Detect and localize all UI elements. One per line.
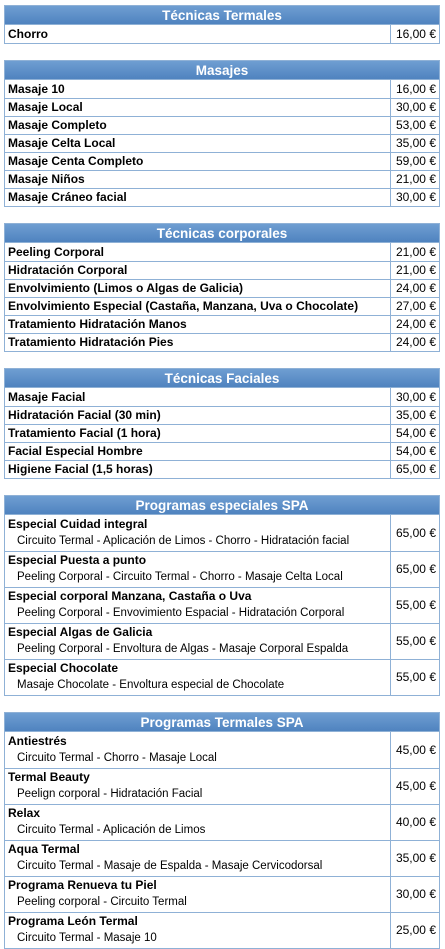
item-description: Peeling corporal - Circuito Termal xyxy=(17,896,187,908)
item-price: 16,00 € xyxy=(390,25,439,43)
item-cell xyxy=(5,768,390,804)
item-price: 30,00 € xyxy=(390,188,439,206)
table-row xyxy=(5,424,439,442)
price-table xyxy=(5,243,439,351)
table-row xyxy=(5,315,439,333)
item-price: 30,00 € xyxy=(390,388,439,406)
item-name: Higiene Facial (1,5 horas) xyxy=(5,460,390,478)
item-name: Especial corporal Manzana, Castaña o Uva xyxy=(8,589,252,603)
table-row xyxy=(5,80,439,98)
item-price: 21,00 € xyxy=(390,243,439,261)
section-masajes xyxy=(4,60,440,207)
item-price: 30,00 € xyxy=(390,876,439,912)
item-price: 45,00 € xyxy=(390,732,439,768)
table-row xyxy=(5,840,439,876)
table-row xyxy=(5,406,439,424)
table-row xyxy=(5,659,439,695)
item-name: Especial Algas de Galicia xyxy=(8,625,153,639)
table-row xyxy=(5,876,439,912)
item-description: Circuito Termal - Masaje de Espalda - Masaje Cervicodorsal xyxy=(17,860,323,872)
price-table xyxy=(5,80,439,206)
item-price: 35,00 € xyxy=(390,406,439,424)
item-price: 65,00 € xyxy=(390,551,439,587)
item-name: Especial Puesta a punto xyxy=(8,553,147,567)
item-description: Peeling Corporal - Circuito Termal - Chorro - Masaje Celta Local xyxy=(17,571,343,583)
table-row xyxy=(5,768,439,804)
section-programas-especiales-spa xyxy=(4,495,440,696)
item-name: Chorro xyxy=(8,27,48,41)
item-name: Masaje Completo xyxy=(5,116,390,134)
item-price: 65,00 € xyxy=(390,460,439,478)
item-name: Envolvimiento Especial (Castaña, Manzana, Uva o Chocolate) xyxy=(5,297,390,315)
section-title: Técnicas Faciales xyxy=(5,369,439,388)
item-cell xyxy=(5,587,390,623)
item-price: 53,00 € xyxy=(390,116,439,134)
table-row xyxy=(5,333,439,351)
table-row xyxy=(5,623,439,659)
table-row xyxy=(5,732,439,768)
item-name: Facial Especial Hombre xyxy=(5,442,390,460)
item-description: Peeling Corporal - Envoltura de Algas - Masaje Corporal Espalda xyxy=(17,643,349,655)
item-price: 24,00 € xyxy=(390,279,439,297)
section-title: Programas Termales SPA xyxy=(5,713,439,732)
item-cell xyxy=(5,659,390,695)
table-row xyxy=(5,912,439,948)
item-name: Masaje Niños xyxy=(5,170,390,188)
item-name: Masaje Cráneo facial xyxy=(5,188,390,206)
table-row xyxy=(5,261,439,279)
table-row xyxy=(5,587,439,623)
item-name: Hidratación Corporal xyxy=(5,261,390,279)
item-price: 55,00 € xyxy=(390,587,439,623)
item-cell xyxy=(5,912,390,948)
table-row xyxy=(5,170,439,188)
item-price: 30,00 € xyxy=(390,98,439,116)
item-name: Peeling Corporal xyxy=(8,244,105,259)
item-description: Circuito Termal - Aplicación de Limos xyxy=(17,824,206,836)
table-row xyxy=(5,152,439,170)
section-title: Técnicas corporales xyxy=(5,224,439,243)
item-description: Peeling Corporal - Envovimiento Espacial - Hidratación Corporal xyxy=(17,607,345,619)
table-row xyxy=(5,515,439,551)
item-name: Antiestrés xyxy=(8,733,67,748)
item-name: Masaje Celta Local xyxy=(5,134,390,152)
item-name: Tratamiento Hidratación Manos xyxy=(5,315,390,333)
item-price: 16,00 € xyxy=(390,80,439,98)
item-description: Circuito Termal - Masaje 10 xyxy=(17,932,157,945)
table-row xyxy=(5,98,439,116)
item-price: 24,00 € xyxy=(390,315,439,333)
item-name: Especial Chocolate xyxy=(8,661,119,676)
item-name: Masaje Facial xyxy=(8,389,86,404)
item-name: Envolvimiento (Limos o Algas de Galicia) xyxy=(5,279,390,297)
item-description: Masaje Chocolate - Envoltura especial de Chocolate xyxy=(17,679,285,692)
item-price: 25,00 € xyxy=(390,912,439,948)
table-row xyxy=(5,551,439,587)
item-price: 35,00 € xyxy=(390,134,439,152)
section-title: Programas especiales SPA xyxy=(5,496,439,515)
item-name: Especial Cuidad integral xyxy=(8,516,148,531)
item-cell xyxy=(5,515,390,551)
section-tecnicas-termales xyxy=(4,5,440,44)
item-price: 54,00 € xyxy=(390,424,439,442)
item-cell xyxy=(5,551,390,587)
item-cell xyxy=(5,876,390,912)
item-name: Masaje 10 xyxy=(8,81,65,96)
item-cell xyxy=(5,804,390,840)
item-cell xyxy=(5,840,390,876)
table-row xyxy=(5,804,439,840)
item-price: 21,00 € xyxy=(390,170,439,188)
item-name: Masaje Centa Completo xyxy=(5,152,390,170)
table-row xyxy=(5,243,439,261)
section-tecnicas-faciales xyxy=(4,368,440,479)
table-row xyxy=(5,25,439,43)
item-cell xyxy=(5,732,390,768)
item-name: Programa Renueva tu Piel xyxy=(8,878,157,892)
table-row xyxy=(5,188,439,206)
table-row xyxy=(5,297,439,315)
item-name: Masaje Local xyxy=(5,98,390,116)
item-name: Termal Beauty xyxy=(8,770,90,784)
price-table xyxy=(5,515,439,695)
section-tecnicas-corporales xyxy=(4,223,440,352)
item-price: 27,00 € xyxy=(390,297,439,315)
item-price: 65,00 € xyxy=(390,515,439,551)
item-price: 40,00 € xyxy=(390,804,439,840)
item-price: 55,00 € xyxy=(390,623,439,659)
item-price: 59,00 € xyxy=(390,152,439,170)
item-price: 55,00 € xyxy=(390,659,439,695)
item-description: Circuito Termal - Aplicación de Limos - Chorro - Hidratación facial xyxy=(17,534,350,547)
item-name: Hidratación Facial (30 min) xyxy=(5,406,390,424)
item-name: Tratamiento Hidratación Pies xyxy=(5,333,390,351)
item-price: 35,00 € xyxy=(390,840,439,876)
item-price: 45,00 € xyxy=(390,768,439,804)
item-name: Aqua Termal xyxy=(8,842,80,856)
section-title: Masajes xyxy=(5,61,439,80)
item-price: 54,00 € xyxy=(390,442,439,460)
table-row xyxy=(5,134,439,152)
item-price: 24,00 € xyxy=(390,333,439,351)
table-row xyxy=(5,116,439,134)
item-price: 21,00 € xyxy=(390,261,439,279)
section-title: Técnicas Termales xyxy=(5,6,439,25)
table-row xyxy=(5,279,439,297)
item-cell xyxy=(5,623,390,659)
item-description: Peelign corporal - Hidratación Facial xyxy=(17,788,203,800)
item-name: Relax xyxy=(8,806,41,820)
item-description: Circuito Termal - Chorro - Masaje Local xyxy=(17,751,217,764)
table-row xyxy=(5,388,439,406)
price-table xyxy=(5,732,439,948)
item-name: Tratamiento Facial (1 hora) xyxy=(5,424,390,442)
item-name: Programa León Termal xyxy=(8,914,138,929)
price-table xyxy=(5,25,439,43)
table-row xyxy=(5,460,439,478)
section-programas-termales-spa xyxy=(4,712,440,949)
table-row xyxy=(5,442,439,460)
price-table xyxy=(5,388,439,478)
